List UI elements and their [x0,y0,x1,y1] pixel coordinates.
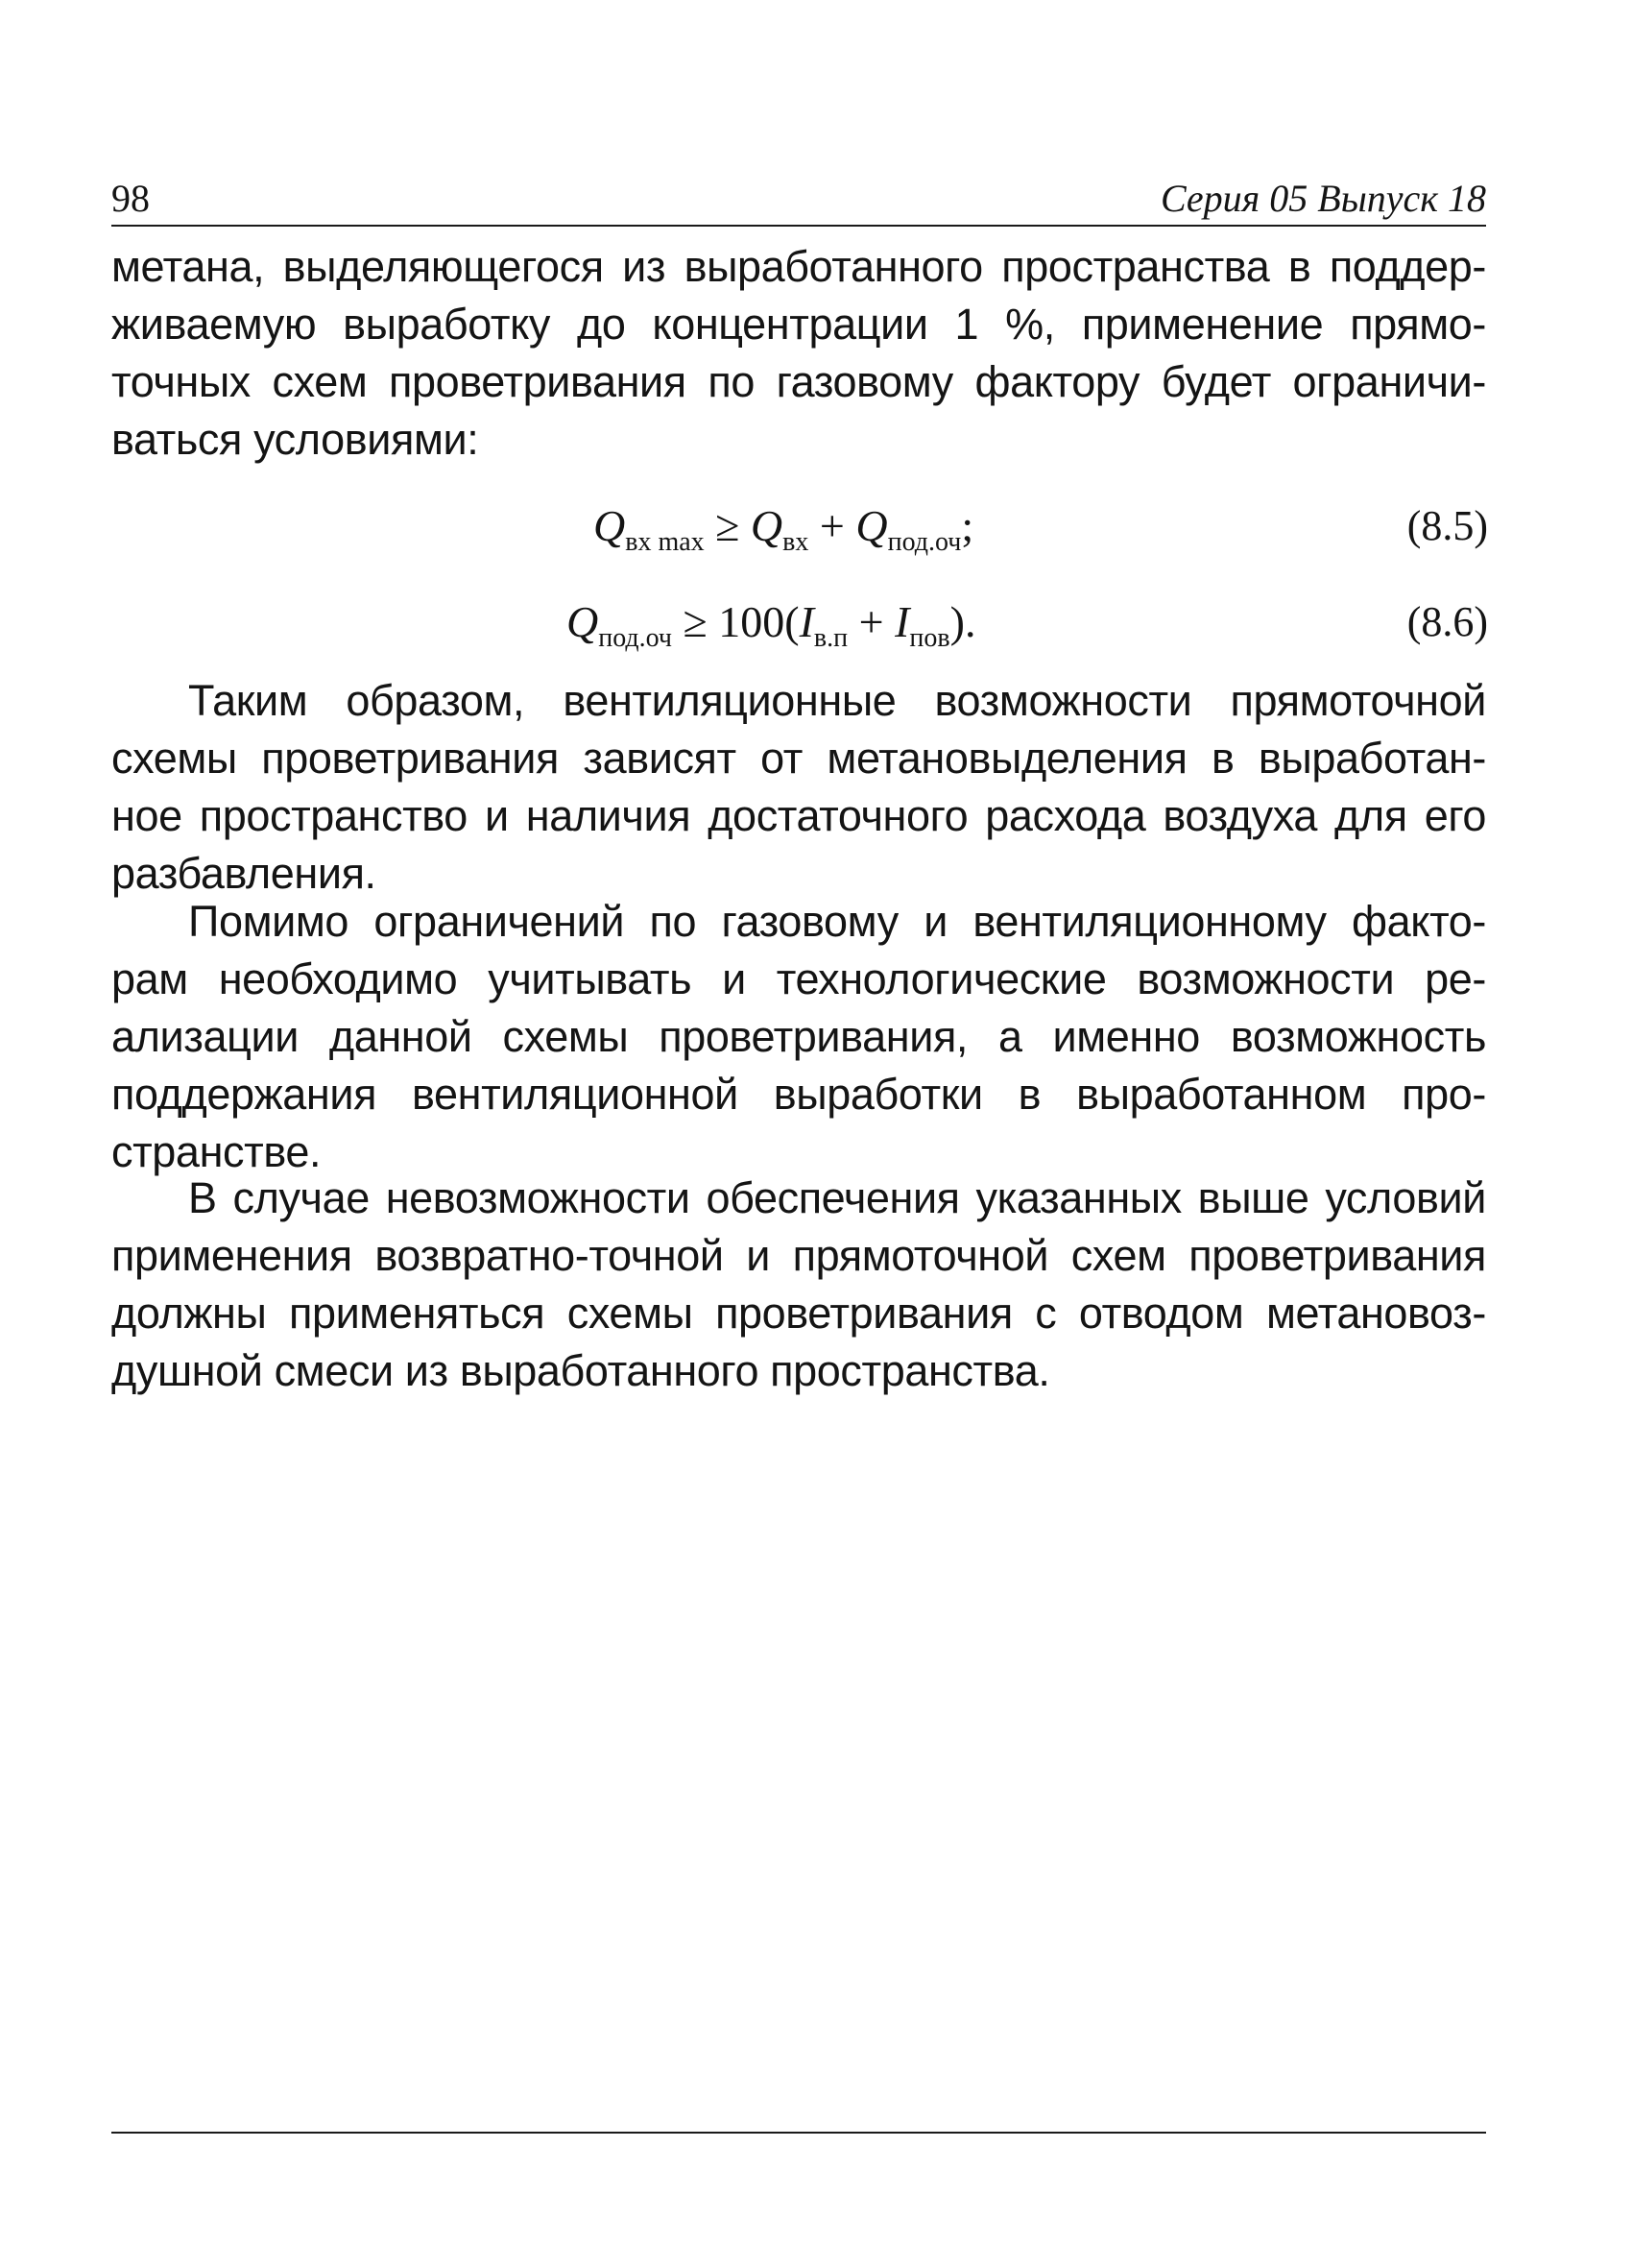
text-line: Помимо ограничений по газовому и вентиляционному факто- [188,897,1486,946]
text-line: рам необходимо учитывать и технологические возможности ре- [111,954,1486,1003]
paragraph-4 [111,1170,1486,1400]
text-line: метана, выделяющегося из выработанного пространства в поддер- [111,242,1486,291]
equation-number: (8.5) [1406,502,1488,549]
text-line: ваться условиями: [111,415,479,464]
equation-number: (8.6) [1406,598,1488,645]
text-line: поддержания вентиляционной выработки в выработанном про- [111,1070,1486,1119]
formula-operator: + [819,501,845,550]
formula-punctuation: ; [961,501,974,550]
formula-subscript: под.оч [887,527,962,557]
text-line: схемы проветривания зависят от метановыделения в выработан- [111,734,1486,783]
text-line: странстве. [111,1127,322,1176]
formula-subscript: в.п [813,623,849,653]
formula-operator: ≥ [715,501,740,550]
text-line: живаемую выработку до концентрации 1 %, применение прямо- [111,300,1486,349]
text-line: ное пространство и наличия достаточного расхода воздуха для его [111,791,1486,840]
footer-rule [111,2132,1486,2134]
paragraph-1 [111,238,1486,469]
formula-coefficient: 100( [718,597,800,646]
formula-symbol: I [799,597,814,646]
paragraph-3 [111,893,1486,1181]
page-number: 98 [111,177,150,220]
formula-8-5 [593,497,973,555]
formula-symbol: Q [855,501,888,550]
text-line: разбавления. [111,849,376,898]
text-line: применения возвратно-точной и прямоточной схем проветривания [111,1231,1486,1280]
text-line: ализации данной схемы проветривания, а именно возможность [111,1012,1486,1061]
formula-operator: ≥ [683,597,708,646]
running-title: Серия 05 Выпуск 18 [1160,177,1486,220]
formula-operator: + [858,597,884,646]
formula-subscript: вх [782,527,809,557]
formula-symbol: I [895,597,910,646]
formula-punctuation: ). [949,597,976,646]
text-line: Таким образом, вентиляционные возможности прямоточной [188,676,1486,725]
paragraph-2 [111,672,1486,903]
formula-subscript: вх max [625,527,705,557]
formula-8-6 [566,593,975,651]
text-line: должны применяться схемы проветривания с отводом метановоз- [111,1289,1486,1338]
formula-symbol: Q [593,501,626,550]
text-line: В случае невозможности обеспечения указанных выше условий [188,1173,1486,1222]
text-line: душной смеси из выработанного пространства. [111,1346,1050,1395]
formula-symbol: Q [750,501,783,550]
formula-symbol: Q [566,597,599,646]
formula-subscript: пов [909,623,950,653]
running-header [111,177,1486,227]
text-line: точных схем проветривания по газовому фактору будет ограничи- [111,357,1486,406]
formula-subscript: под.оч [598,623,673,653]
